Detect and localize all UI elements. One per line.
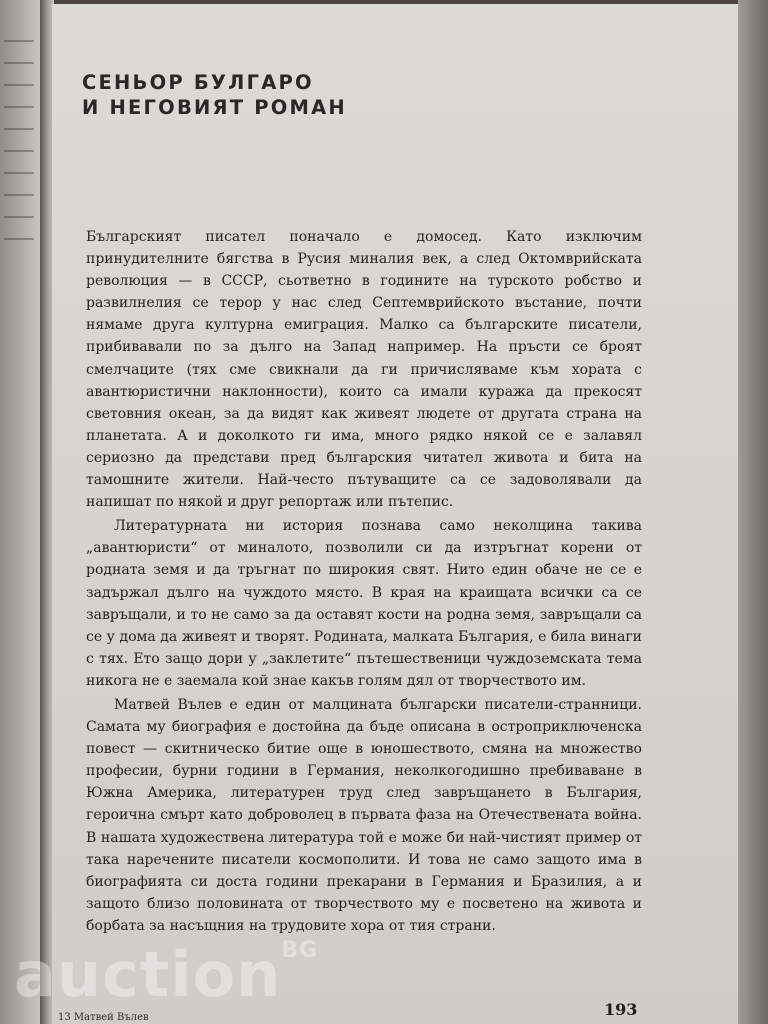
body-text [86, 226, 642, 939]
watermark-suffix: BG [281, 938, 319, 963]
page-number: 193 [604, 1000, 638, 1019]
watermark-logo [14, 938, 318, 1011]
chapter-title [82, 70, 482, 120]
page-right-edge [738, 0, 768, 1024]
paragraph-3: Матвей Вълев е един от малцината български писатели-странници. Самата му биография е достойна да бъде описана в остроприключенска повест — скитническо битие още в юношеството, смяна на множество професии, бурни години в Германия, неколкогодишно пребиваване в Южна Америка, литературен труд след завръщането в България, героична смърт като доброволец в първата фаза на Отечествената война. В нашата художествена литература той е може би най-чистият пример от така наречените писатели космополити. И това не само защото има в биографията си доста години прекарани в Германия и Бразилия, а и защото близо половината от творчеството му е посветено на живота и борбата за насъщния на трудовите хора от тия страни. [86, 696, 642, 934]
watermark-text: auction [14, 938, 282, 1011]
chapter-title-line-1: СЕНЬОР БУЛГАРО [82, 71, 314, 94]
footer-signature: 13 Матвей Вълев [58, 1012, 149, 1023]
paragraph-2: Литературната ни история познава само неколцина такива „авантюристи“ от миналото, позволили си да изтръгнат корени от родната земя и да тръгнат по широкия свят. Нито един обаче не се е задържал дълго на чуждото място. В края на краищата всички са се завръщали, и то не само за да оставят кости на родна земя, завръщали са се у дома да живеят и творят. Родината, малката България, е била винаги с тях. Ето защо дори у „заклетите“ пътешественици чуждоземската тема никога не е заемала кой знае какъв голям дял от творчеството им. [86, 518, 642, 689]
paragraph-1: Българският писател поначало е домосед. Като изключим принудителните бягства в Русия миналия век, а след Октомврийската революция — в СССР, сьответно в годините на турското робство и развилнелия се терор у нас след Септемврийското въстание, почти нямаме друга културна емиграция. Малко са българските писатели, прибивавали по за дълго на Запад например. На пръсти се броят смелчаците (тях сме свикнали да ги причисляваме към хората с авантюристични наклонности), които са имали куража да прекосят световния океан, за да видят как живеят людете от другата страна на планетата. А и доколкото ги има, много рядко някой се е залавял сериозно да представи пред българския читател живота и бита на тамошните жители. Най-често пътуващите са се задоволявали да напишат по някой и друг репортаж или пътепис. [86, 229, 642, 511]
chapter-title-line-2: И НЕГОВИЯТ РОМАН [82, 96, 347, 119]
